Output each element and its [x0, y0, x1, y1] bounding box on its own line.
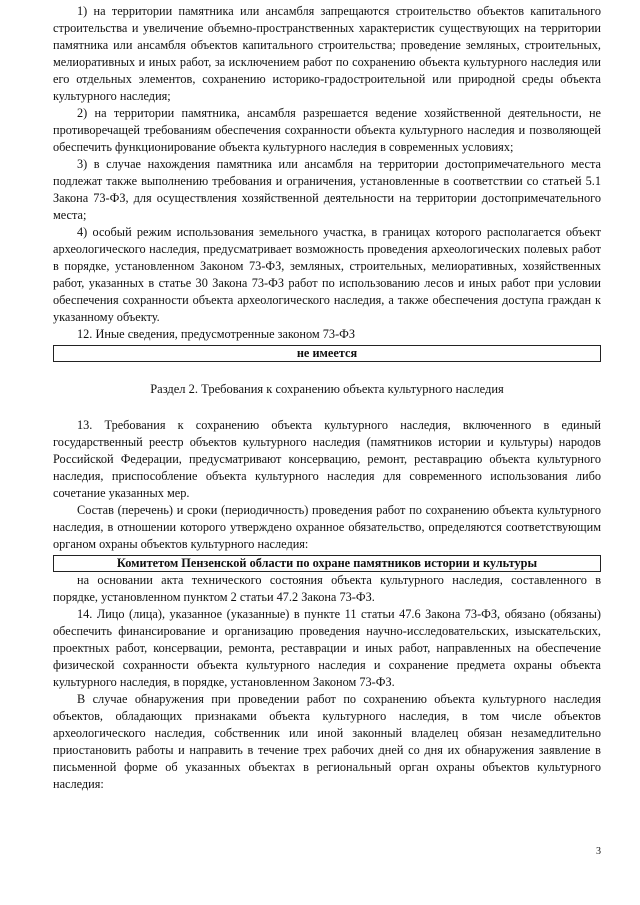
paragraph-basis: на основании акта технического состояния объекта культурного наследия, составленного в порядке, установленном пунктом 2 статьи 47.2 Закона 73-ФЗ.: [53, 573, 601, 604]
paragraph-14: 14. Лицо (лица), указанное (указанные) в пункте 11 статьи 47.6 Закона 73-ФЗ, обязано (обязаны) обеспечить финансирование и организацию проведения научно-исследовательских, изыскательских, проектных работ, консервации, ремонта, реставрации и иных работ, направленных на обеспечение физической сохранности объекта культурного наследия и сохранение предмета охраны объекта культурного наследия, в порядке, установленном Законом 73-ФЗ.: [53, 607, 601, 689]
page-number: 3: [596, 846, 601, 857]
list-item-1: 1) на территории памятника или ансамбля запрещаются строительство объектов капитального строительства и увеличение объемно-пространственных характеристик существующих на территории памятника или ансамбля объектов капитального строительства; проведение земляных, строительных, мелиоративных и иных работ, за исключением работ по сохранению объекта культурного наследия или его отдельных элементов, сохранению историко-градостроительной или природной среды объекта культурного наследия;: [53, 4, 601, 103]
paragraph-composition: Состав (перечень) и сроки (периодичность) проведения работ по сохранению объекта культурного наследия, в отношении которого утверждено охранное обязательство, определяются соответствующим органом охраны объектов культурного наследия:: [53, 503, 601, 551]
paragraph-discovery: В случае обнаружения при проведении работ по сохранению объекта культурного наследия объектов, обладающих признаками объекта культурного наследия, в том числе объектов археологического наследия, собственник или иной законный владелец обязан незамедлительно приостановить работы и направить в течение трех рабочих дней со дня их обнаружения заявление в письменной форме об указанных объектах в региональный орган охраны объектов культурного наследия:: [53, 692, 601, 791]
item-12-value-box: не имеется: [53, 345, 601, 362]
item-12-label: 12. Иные сведения, предусмотренные законом 73-ФЗ: [77, 327, 356, 341]
authority-box: Комитетом Пензенской области по охране памятников истории и культуры: [53, 555, 601, 572]
section-title: Раздел 2. Требования к сохранению объекта культурного наследия: [150, 382, 504, 396]
list-item-2: 2) на территории памятника, ансамбля разрешается ведение хозяйственной деятельности, не противоречащей требованиям обеспечения сохранности объекта культурного наследия и позволяющей обеспечить функционирование объекта культурного наследия в современных условиях;: [53, 106, 601, 154]
list-item-3: 3) в случае нахождения памятника или ансамбля на территории достопримечательного места подлежат также выполнению требования и ограничения, установленные в соответствии со статьей 5.1 Закона 73-ФЗ, для осуществления хозяйственной деятельности на территории достопримечательного места;: [53, 157, 601, 222]
paragraph-13: 13. Требования к сохранению объекта культурного наследия, включенного в единый государственный реестр объектов культурного наследия (памятников истории и культуры) народов Российской Федерации, предусматривают консервацию, ремонт, реставрацию объекта культурного наследия, приспособление объекта культурного наследия для современного использования либо сочетание указанных мер.: [53, 418, 601, 500]
list-item-4: 4) особый режим использования земельного участка, в границах которого располагается объект археологического наследия, предусматривает возможность проведения археологических полевых работ в порядке, установленном Законом 73-ФЗ, земляных, строительных, мелиоративных, хозяйственных работ, указанных в статье 30 Закона 73-ФЗ работ по использованию лесов и иных работ при условии обеспечения сохранности объекта археологического наследия, а также обеспечения доступа граждан к указанному объекту.: [53, 225, 601, 324]
